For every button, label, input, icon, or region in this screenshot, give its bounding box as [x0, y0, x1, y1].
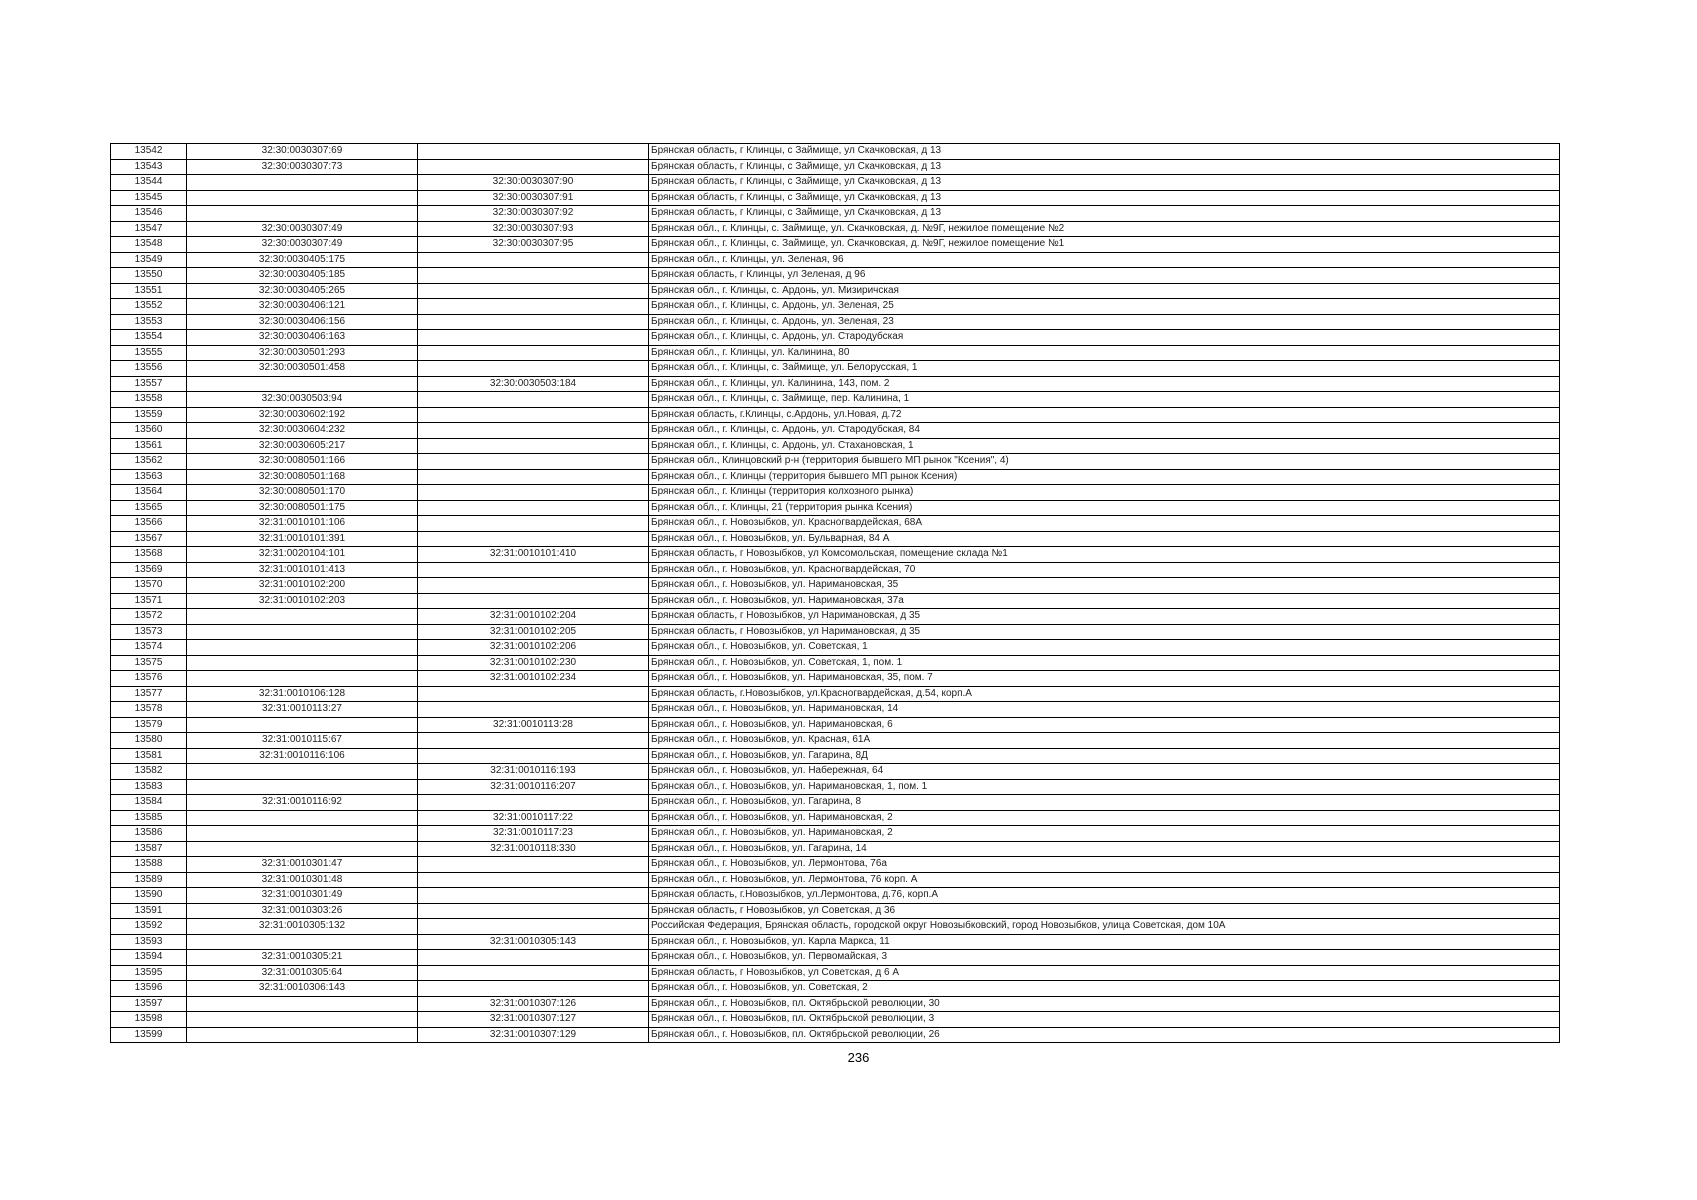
cadastral-number-cell: 32:30:0030501:458 — [187, 361, 418, 377]
cadastral-number-cell: 32:31:0010101:106 — [187, 516, 418, 532]
row-number-cell: 13582 — [111, 764, 187, 780]
row-number-cell: 13557 — [111, 376, 187, 392]
related-cadastral-number-cell: 32:31:0010102:205 — [418, 624, 649, 640]
cadastral-number-cell — [187, 640, 418, 656]
row-number-cell: 13548 — [111, 237, 187, 253]
row-number-cell: 13561 — [111, 438, 187, 454]
cadastral-number-cell: 32:30:0030405:185 — [187, 268, 418, 284]
table-row — [111, 795, 1560, 811]
row-number-cell: 13549 — [111, 252, 187, 268]
related-cadastral-number-cell — [418, 795, 649, 811]
cadastral-number-cell: 32:30:0030307:69 — [187, 144, 418, 160]
address-cell: Брянская обл., г. Новозыбков, ул. Советская, 1, пом. 1 — [649, 655, 1560, 671]
cadastral-number-cell: 32:30:0030405:265 — [187, 283, 418, 299]
row-number-cell: 13578 — [111, 702, 187, 718]
table-row — [111, 593, 1560, 609]
table-row — [111, 640, 1560, 656]
table-row — [111, 454, 1560, 470]
cadastral-number-cell — [187, 671, 418, 687]
related-cadastral-number-cell — [418, 578, 649, 594]
address-cell: Брянская область, г Клинцы, с Займище, ул Скачковская, д 13 — [649, 175, 1560, 191]
table-row — [111, 221, 1560, 237]
cadastral-number-cell: 32:30:0080501:170 — [187, 485, 418, 501]
related-cadastral-number-cell — [418, 950, 649, 966]
related-cadastral-number-cell — [418, 392, 649, 408]
address-cell: Брянская обл., г. Новозыбков, ул. Карла Маркса, 11 — [649, 934, 1560, 950]
cadastral-number-cell: 32:31:0010305:132 — [187, 919, 418, 935]
related-cadastral-number-cell: 32:31:0010101:410 — [418, 547, 649, 563]
row-number-cell: 13569 — [111, 562, 187, 578]
table-row — [111, 748, 1560, 764]
row-number-cell: 13554 — [111, 330, 187, 346]
related-cadastral-number-cell — [418, 283, 649, 299]
related-cadastral-number-cell: 32:30:0030503:184 — [418, 376, 649, 392]
row-number-cell: 13575 — [111, 655, 187, 671]
table-row — [111, 175, 1560, 191]
cadastral-number-cell — [187, 175, 418, 191]
related-cadastral-number-cell — [418, 159, 649, 175]
address-cell: Российская Федерация, Брянская область, городской округ Новозыбковский, город Новозыбков, улица Советская, дом 10А — [649, 919, 1560, 935]
row-number-cell: 13553 — [111, 314, 187, 330]
table-row — [111, 500, 1560, 516]
row-number-cell: 13550 — [111, 268, 187, 284]
related-cadastral-number-cell — [418, 919, 649, 935]
cadastral-number-cell: 32:31:0010116:106 — [187, 748, 418, 764]
cadastral-number-cell: 32:31:0010303:26 — [187, 903, 418, 919]
row-number-cell: 13562 — [111, 454, 187, 470]
row-number-cell: 13598 — [111, 1012, 187, 1028]
property-table-body — [111, 144, 1560, 1043]
row-number-cell: 13588 — [111, 857, 187, 873]
table-row — [111, 624, 1560, 640]
table-row — [111, 345, 1560, 361]
cadastral-number-cell — [187, 717, 418, 733]
cadastral-number-cell: 32:31:0010101:391 — [187, 531, 418, 547]
address-cell: Брянская обл., г. Клинцы, 21 (территория рынка Ксения) — [649, 500, 1560, 516]
address-cell: Брянская область, г Новозыбков, ул Советская, д 36 — [649, 903, 1560, 919]
table-row — [111, 206, 1560, 222]
related-cadastral-number-cell — [418, 562, 649, 578]
related-cadastral-number-cell — [418, 438, 649, 454]
related-cadastral-number-cell — [418, 268, 649, 284]
row-number-cell: 13555 — [111, 345, 187, 361]
row-number-cell: 13592 — [111, 919, 187, 935]
table-row — [111, 609, 1560, 625]
address-cell: Брянская обл., г. Новозыбков, пл. Октябрьской революции, 26 — [649, 1027, 1560, 1043]
cadastral-number-cell — [187, 190, 418, 206]
address-cell: Брянская обл., г. Клинцы, с. Ардонь, ул. Стародубская — [649, 330, 1560, 346]
row-number-cell: 13573 — [111, 624, 187, 640]
related-cadastral-number-cell: 32:31:0010307:126 — [418, 996, 649, 1012]
table-row — [111, 857, 1560, 873]
row-number-cell: 13590 — [111, 888, 187, 904]
property-table — [110, 143, 1560, 1043]
table-row — [111, 1012, 1560, 1028]
row-number-cell: 13572 — [111, 609, 187, 625]
row-number-cell: 13546 — [111, 206, 187, 222]
cadastral-number-cell — [187, 826, 418, 842]
related-cadastral-number-cell: 32:30:0030307:90 — [418, 175, 649, 191]
address-cell: Брянская область, г Новозыбков, ул Комсомольская, помещение склада №1 — [649, 547, 1560, 563]
row-number-cell: 13594 — [111, 950, 187, 966]
cadastral-number-cell: 32:30:0030307:49 — [187, 221, 418, 237]
related-cadastral-number-cell — [418, 686, 649, 702]
table-row — [111, 686, 1560, 702]
address-cell: Брянская обл., г. Новозыбков, ул. Гагарина, 14 — [649, 841, 1560, 857]
table-row — [111, 578, 1560, 594]
row-number-cell: 13591 — [111, 903, 187, 919]
related-cadastral-number-cell — [418, 981, 649, 997]
cadastral-number-cell: 32:30:0030406:121 — [187, 299, 418, 315]
related-cadastral-number-cell: 32:31:0010113:28 — [418, 717, 649, 733]
related-cadastral-number-cell: 32:31:0010116:207 — [418, 779, 649, 795]
address-cell: Брянская обл., г. Новозыбков, ул. Красногвардейская, 70 — [649, 562, 1560, 578]
cadastral-number-cell: 32:31:0010113:27 — [187, 702, 418, 718]
row-number-cell: 13563 — [111, 469, 187, 485]
cadastral-number-cell: 32:31:0010305:64 — [187, 965, 418, 981]
related-cadastral-number-cell: 32:31:0010117:23 — [418, 826, 649, 842]
cadastral-number-cell: 32:31:0010102:203 — [187, 593, 418, 609]
row-number-cell: 13542 — [111, 144, 187, 160]
table-row — [111, 330, 1560, 346]
table-row — [111, 826, 1560, 842]
cadastral-number-cell: 32:30:0030307:49 — [187, 237, 418, 253]
table-row — [111, 392, 1560, 408]
cadastral-number-cell: 32:30:0030503:94 — [187, 392, 418, 408]
table-row — [111, 934, 1560, 950]
address-cell: Брянская обл., г. Новозыбков, ул. Наримановская, 35, пом. 7 — [649, 671, 1560, 687]
table-row — [111, 531, 1560, 547]
table-row — [111, 438, 1560, 454]
row-number-cell: 13595 — [111, 965, 187, 981]
table-row — [111, 562, 1560, 578]
cadastral-number-cell: 32:31:0010305:21 — [187, 950, 418, 966]
table-row — [111, 159, 1560, 175]
cadastral-number-cell: 32:31:0010116:92 — [187, 795, 418, 811]
address-cell: Брянская обл., г. Новозыбков, ул. Наримановская, 35 — [649, 578, 1560, 594]
cadastral-number-cell — [187, 655, 418, 671]
address-cell: Брянская обл., г. Клинцы, с. Займище, ул. Белорусская, 1 — [649, 361, 1560, 377]
row-number-cell: 13565 — [111, 500, 187, 516]
row-number-cell: 13574 — [111, 640, 187, 656]
row-number-cell: 13589 — [111, 872, 187, 888]
row-number-cell: 13547 — [111, 221, 187, 237]
table-row — [111, 655, 1560, 671]
address-cell: Брянская область, г Новозыбков, ул Наримановская, д 35 — [649, 609, 1560, 625]
table-row — [111, 314, 1560, 330]
address-cell: Брянская область, г Клинцы, с Займище, ул Скачковская, д 13 — [649, 206, 1560, 222]
cadastral-number-cell — [187, 1027, 418, 1043]
table-row — [111, 547, 1560, 563]
row-number-cell: 13579 — [111, 717, 187, 733]
related-cadastral-number-cell — [418, 485, 649, 501]
row-number-cell: 13558 — [111, 392, 187, 408]
row-number-cell: 13571 — [111, 593, 187, 609]
table-row — [111, 485, 1560, 501]
address-cell: Брянская обл., г. Новозыбков, ул. Красногвардейская, 68А — [649, 516, 1560, 532]
address-cell: Брянская обл., г. Новозыбков, ул. Гагарина, 8Д — [649, 748, 1560, 764]
table-row — [111, 950, 1560, 966]
related-cadastral-number-cell — [418, 888, 649, 904]
address-cell: Брянская обл., г. Новозыбков, ул. Наримановская, 14 — [649, 702, 1560, 718]
address-cell: Брянская обл., г. Клинцы, с. Ардонь, ул. Зеленая, 23 — [649, 314, 1560, 330]
table-row — [111, 965, 1560, 981]
address-cell: Брянская обл., г. Клинцы, ул. Калинина, 143, пом. 2 — [649, 376, 1560, 392]
table-row — [111, 144, 1560, 160]
address-cell: Брянская область, г Клинцы, с Займище, ул Скачковская, д 13 — [649, 144, 1560, 160]
row-number-cell: 13568 — [111, 547, 187, 563]
address-cell: Брянская область, г.Клинцы, с.Ардонь, ул.Новая, д.72 — [649, 407, 1560, 423]
table-row — [111, 810, 1560, 826]
related-cadastral-number-cell: 32:31:0010102:206 — [418, 640, 649, 656]
related-cadastral-number-cell: 32:30:0030307:91 — [418, 190, 649, 206]
row-number-cell: 13586 — [111, 826, 187, 842]
related-cadastral-number-cell — [418, 593, 649, 609]
row-number-cell: 13587 — [111, 841, 187, 857]
table-row — [111, 919, 1560, 935]
address-cell: Брянская обл., г. Новозыбков, пл. Октябрьской революции, 30 — [649, 996, 1560, 1012]
row-number-cell: 13559 — [111, 407, 187, 423]
address-cell: Брянская область, г.Новозыбков, ул.Красногвардейская, д.54, корп.А — [649, 686, 1560, 702]
row-number-cell: 13570 — [111, 578, 187, 594]
related-cadastral-number-cell: 32:31:0010305:143 — [418, 934, 649, 950]
related-cadastral-number-cell — [418, 407, 649, 423]
cadastral-number-cell: 32:30:0080501:166 — [187, 454, 418, 470]
table-row — [111, 733, 1560, 749]
address-cell: Брянская обл., г. Новозыбков, ул. Лермонтова, 76 корп. А — [649, 872, 1560, 888]
address-cell: Брянская обл., г. Клинцы, ул. Калинина, 80 — [649, 345, 1560, 361]
address-cell: Брянская обл., г. Новозыбков, ул. Наримановская, 6 — [649, 717, 1560, 733]
cadastral-number-cell: 32:31:0010301:47 — [187, 857, 418, 873]
cadastral-number-cell: 32:30:0030604:232 — [187, 423, 418, 439]
related-cadastral-number-cell — [418, 903, 649, 919]
address-cell: Брянская область, г Новозыбков, ул Советская, д 6 А — [649, 965, 1560, 981]
address-cell: Брянская обл., г. Клинцы, с. Ардонь, ул. Стахановская, 1 — [649, 438, 1560, 454]
address-cell: Брянская обл., г. Клинцы, ул. Зеленая, 96 — [649, 252, 1560, 268]
row-number-cell: 13581 — [111, 748, 187, 764]
cadastral-number-cell — [187, 779, 418, 795]
row-number-cell: 13556 — [111, 361, 187, 377]
cadastral-number-cell — [187, 764, 418, 780]
table-row — [111, 516, 1560, 532]
row-number-cell: 13593 — [111, 934, 187, 950]
related-cadastral-number-cell — [418, 299, 649, 315]
cadastral-number-cell: 32:30:0030605:217 — [187, 438, 418, 454]
address-cell: Брянская обл., г. Клинцы, с. Ардонь, ул. Зеленая, 25 — [649, 299, 1560, 315]
cadastral-number-cell: 32:31:0010301:49 — [187, 888, 418, 904]
related-cadastral-number-cell: 32:30:0030307:95 — [418, 237, 649, 253]
row-number-cell: 13576 — [111, 671, 187, 687]
row-number-cell: 13544 — [111, 175, 187, 191]
cadastral-number-cell: 32:31:0010102:200 — [187, 578, 418, 594]
row-number-cell: 13545 — [111, 190, 187, 206]
table-row — [111, 237, 1560, 253]
related-cadastral-number-cell — [418, 454, 649, 470]
related-cadastral-number-cell: 32:31:0010116:193 — [418, 764, 649, 780]
row-number-cell: 13564 — [111, 485, 187, 501]
page-number: 236 — [847, 1050, 870, 1065]
cadastral-number-cell: 32:30:0030602:192 — [187, 407, 418, 423]
table-row — [111, 299, 1560, 315]
address-cell: Брянская обл., г. Клинцы, с. Займище, ул. Скачковская, д. №9Г, нежилое помещение №2 — [649, 221, 1560, 237]
address-cell: Брянская обл., г. Клинцы (территория бывшего МП рынок Ксения) — [649, 469, 1560, 485]
cadastral-number-cell: 32:30:0080501:175 — [187, 500, 418, 516]
related-cadastral-number-cell — [418, 314, 649, 330]
related-cadastral-number-cell: 32:31:0010307:129 — [418, 1027, 649, 1043]
related-cadastral-number-cell: 32:30:0030307:93 — [418, 221, 649, 237]
address-cell: Брянская область, г Клинцы, с Займище, ул Скачковская, д 13 — [649, 159, 1560, 175]
row-number-cell: 13583 — [111, 779, 187, 795]
row-number-cell: 13552 — [111, 299, 187, 315]
table-row — [111, 996, 1560, 1012]
cadastral-number-cell — [187, 609, 418, 625]
address-cell: Брянская обл., г. Новозыбков, ул. Лермонтова, 76а — [649, 857, 1560, 873]
cadastral-number-cell: 32:31:0010106:128 — [187, 686, 418, 702]
address-cell: Брянская обл., г. Клинцы, с. Ардонь, ул. Стародубская, 84 — [649, 423, 1560, 439]
related-cadastral-number-cell: 32:31:0010102:204 — [418, 609, 649, 625]
row-number-cell: 13597 — [111, 996, 187, 1012]
related-cadastral-number-cell — [418, 965, 649, 981]
address-cell: Брянская обл., г. Новозыбков, ул. Первомайская, 3 — [649, 950, 1560, 966]
table-row — [111, 361, 1560, 377]
address-cell: Брянская обл., г. Новозыбков, ул. Гагарина, 8 — [649, 795, 1560, 811]
related-cadastral-number-cell — [418, 516, 649, 532]
table-row — [111, 469, 1560, 485]
table-row — [111, 268, 1560, 284]
row-number-cell: 13599 — [111, 1027, 187, 1043]
address-cell: Брянская обл., г. Новозыбков, ул. Советская, 2 — [649, 981, 1560, 997]
table-row — [111, 903, 1560, 919]
cadastral-number-cell: 32:31:0020104:101 — [187, 547, 418, 563]
cadastral-number-cell — [187, 996, 418, 1012]
cadastral-number-cell — [187, 376, 418, 392]
table-row — [111, 841, 1560, 857]
table-row — [111, 190, 1560, 206]
table-row — [111, 981, 1560, 997]
cadastral-number-cell: 32:30:0030406:163 — [187, 330, 418, 346]
row-number-cell: 13560 — [111, 423, 187, 439]
address-cell: Брянская обл., г. Клинцы, с. Займище, пер. Калинина, 1 — [649, 392, 1560, 408]
related-cadastral-number-cell — [418, 361, 649, 377]
address-cell: Брянская обл., г. Новозыбков, ул. Советская, 1 — [649, 640, 1560, 656]
table-row — [111, 717, 1560, 733]
table-row — [111, 764, 1560, 780]
address-cell: Брянская обл., г. Новозыбков, ул. Наримановская, 37а — [649, 593, 1560, 609]
row-number-cell: 13580 — [111, 733, 187, 749]
row-number-cell: 13596 — [111, 981, 187, 997]
related-cadastral-number-cell — [418, 330, 649, 346]
related-cadastral-number-cell — [418, 500, 649, 516]
address-cell: Брянская обл., г. Новозыбков, пл. Октябрьской революции, 3 — [649, 1012, 1560, 1028]
related-cadastral-number-cell — [418, 733, 649, 749]
address-cell: Брянская обл., г. Новозыбков, ул. Наримановская, 1, пом. 1 — [649, 779, 1560, 795]
address-cell: Брянская обл., г. Новозыбков, ул. Бульварная, 84 А — [649, 531, 1560, 547]
table-row — [111, 252, 1560, 268]
related-cadastral-number-cell — [418, 345, 649, 361]
row-number-cell: 13566 — [111, 516, 187, 532]
cadastral-number-cell — [187, 841, 418, 857]
address-cell: Брянская область, г Клинцы, с Займище, ул Скачковская, д 13 — [649, 190, 1560, 206]
related-cadastral-number-cell — [418, 469, 649, 485]
table-row — [111, 376, 1560, 392]
table-row — [111, 671, 1560, 687]
row-number-cell: 13551 — [111, 283, 187, 299]
related-cadastral-number-cell: 32:30:0030307:92 — [418, 206, 649, 222]
row-number-cell: 13567 — [111, 531, 187, 547]
cadastral-number-cell: 32:31:0010301:48 — [187, 872, 418, 888]
related-cadastral-number-cell — [418, 144, 649, 160]
related-cadastral-number-cell: 32:31:0010102:230 — [418, 655, 649, 671]
table-row — [111, 888, 1560, 904]
related-cadastral-number-cell — [418, 531, 649, 547]
address-cell: Брянская обл., г. Клинцы, с. Займище, ул. Скачковская, д. №9Г, нежилое помещение №1 — [649, 237, 1560, 253]
related-cadastral-number-cell — [418, 748, 649, 764]
related-cadastral-number-cell — [418, 702, 649, 718]
related-cadastral-number-cell — [418, 872, 649, 888]
address-cell: Брянская обл., Клинцовский р-н (территория бывшего МП рынок "Ксения", 4) — [649, 454, 1560, 470]
related-cadastral-number-cell — [418, 857, 649, 873]
table-row — [111, 283, 1560, 299]
address-cell: Брянская обл., г. Клинцы, с. Ардонь, ул. Мизиричская — [649, 283, 1560, 299]
table-row — [111, 407, 1560, 423]
address-cell: Брянская обл., г. Клинцы (территория колхозного рынка) — [649, 485, 1560, 501]
row-number-cell: 13577 — [111, 686, 187, 702]
cadastral-number-cell: 32:31:0010306:143 — [187, 981, 418, 997]
address-cell: Брянская область, г.Новозыбков, ул.Лермонтова, д.76, корп.А — [649, 888, 1560, 904]
cadastral-number-cell: 32:31:0010115:67 — [187, 733, 418, 749]
address-cell: Брянская область, г Новозыбков, ул Наримановская, д 35 — [649, 624, 1560, 640]
related-cadastral-number-cell: 32:31:0010102:234 — [418, 671, 649, 687]
related-cadastral-number-cell: 32:31:0010118:330 — [418, 841, 649, 857]
address-cell: Брянская обл., г. Новозыбков, ул. Красная, 61А — [649, 733, 1560, 749]
cadastral-number-cell: 32:30:0080501:168 — [187, 469, 418, 485]
table-row — [111, 702, 1560, 718]
cadastral-number-cell: 32:30:0030406:156 — [187, 314, 418, 330]
related-cadastral-number-cell: 32:31:0010307:127 — [418, 1012, 649, 1028]
row-number-cell: 13584 — [111, 795, 187, 811]
row-number-cell: 13543 — [111, 159, 187, 175]
cadastral-number-cell: 32:30:0030307:73 — [187, 159, 418, 175]
address-cell: Брянская обл., г. Новозыбков, ул. Наримановская, 2 — [649, 810, 1560, 826]
address-cell: Брянская область, г Клинцы, ул Зеленая, д 96 — [649, 268, 1560, 284]
address-cell: Брянская обл., г. Новозыбков, ул. Наримановская, 2 — [649, 826, 1560, 842]
cadastral-number-cell — [187, 1012, 418, 1028]
cadastral-number-cell — [187, 206, 418, 222]
related-cadastral-number-cell — [418, 423, 649, 439]
row-number-cell: 13585 — [111, 810, 187, 826]
related-cadastral-number-cell — [418, 252, 649, 268]
cadastral-number-cell — [187, 934, 418, 950]
table-row — [111, 423, 1560, 439]
cadastral-number-cell: 32:30:0030405:175 — [187, 252, 418, 268]
cadastral-number-cell — [187, 624, 418, 640]
cadastral-number-cell: 32:30:0030501:293 — [187, 345, 418, 361]
cadastral-number-cell — [187, 810, 418, 826]
table-row — [111, 1027, 1560, 1043]
cadastral-number-cell: 32:31:0010101:413 — [187, 562, 418, 578]
table-row — [111, 779, 1560, 795]
table-row — [111, 872, 1560, 888]
address-cell: Брянская обл., г. Новозыбков, ул. Набережная, 64 — [649, 764, 1560, 780]
related-cadastral-number-cell: 32:31:0010117:22 — [418, 810, 649, 826]
